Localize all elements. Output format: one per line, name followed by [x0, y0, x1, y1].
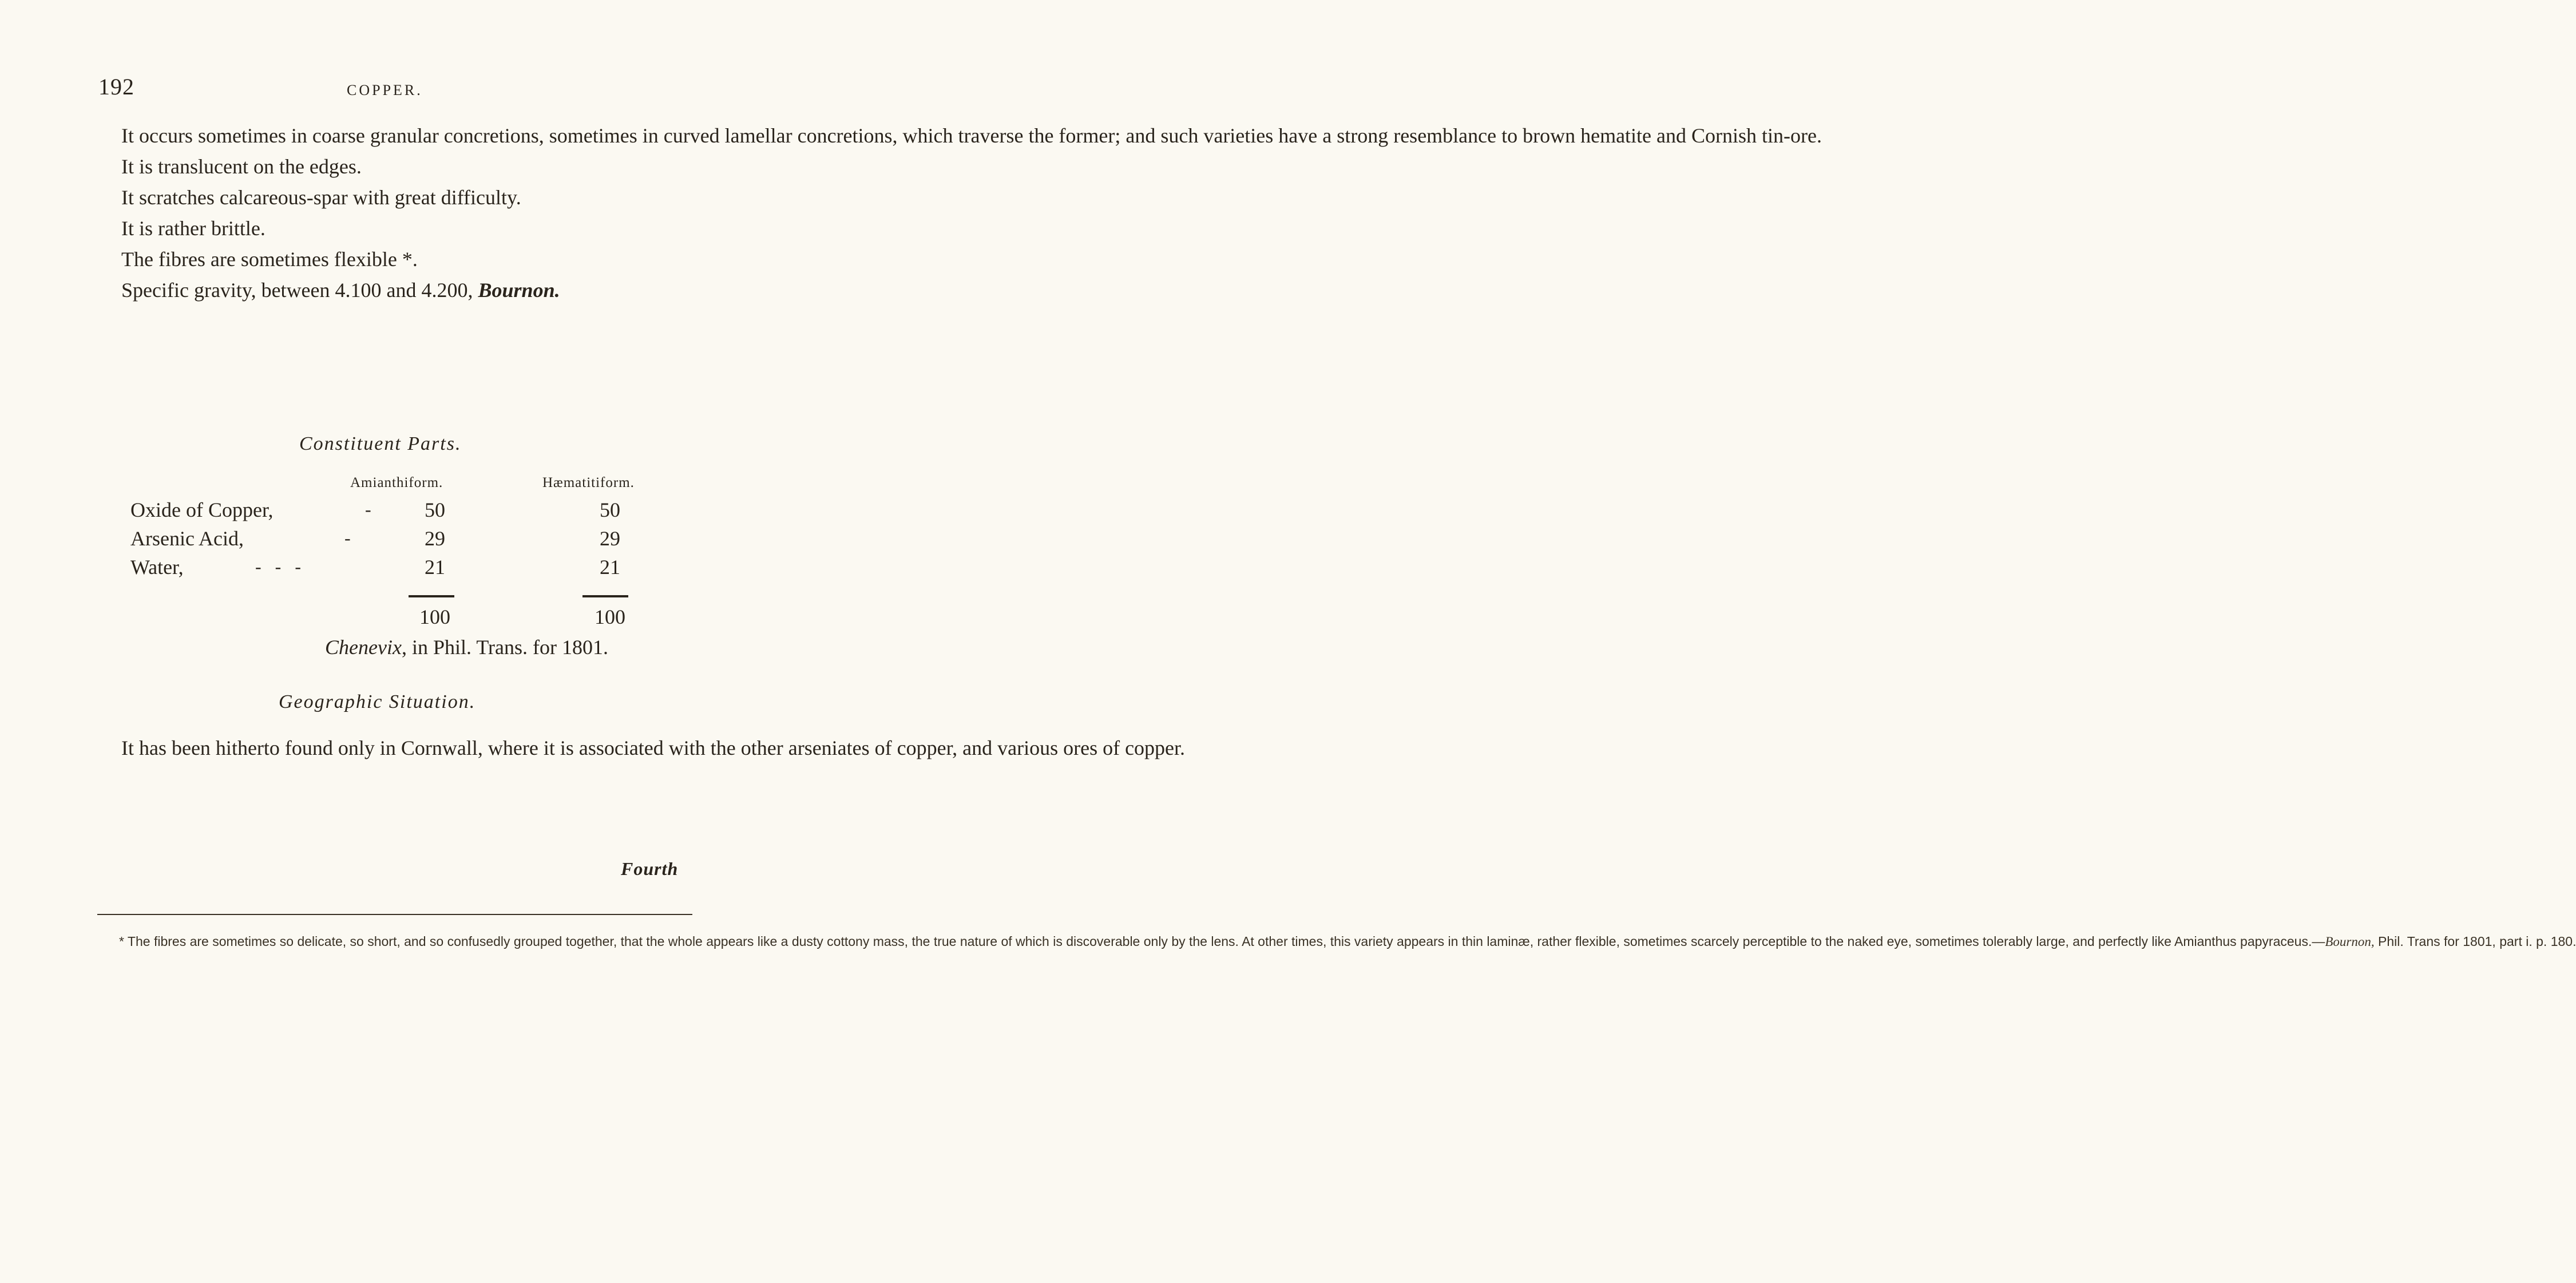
row-label-oxide: Oxide of Copper,: [130, 498, 274, 521]
total-amianthiform: 100: [419, 605, 450, 628]
sum-rule-amianthiform: [409, 595, 454, 597]
footnote-author: Bournon,: [2325, 934, 2375, 949]
column-head-haematitiform: Hæmatitiform.: [542, 475, 635, 490]
line-scratches: It scratches calcareous-spar with great difficulty.: [121, 186, 521, 209]
value-oxide-haematitiform: 50: [600, 498, 620, 521]
analysis-source: [325, 635, 608, 659]
value-water-amianthiform: 21: [425, 556, 445, 579]
source-author: Chenevix: [325, 636, 402, 659]
specific-gravity-text: Specific gravity, between 4.100 and 4.200,: [121, 279, 473, 302]
footnote-text: * The fibres are sometimes so delicate, so short, and so confusedly grouped together, that the whole appears like a dusty cottony mass, the true nature of which is discoverable only by the lens. At other times, this variety appears in thin laminæ, rather flexible, sometimes scarcely perceptible to the naked eye, sometimes tolerably large, and perfectly like Amianthus papyraceus.—: [119, 934, 2325, 949]
constituent-parts-heading: Constituent Parts.: [299, 433, 462, 454]
footnote-citation: Phil. Trans for 1801, part i. p. 180.: [2374, 934, 2576, 949]
column-head-amianthiform: Amianthiform.: [350, 475, 443, 490]
line-flexible: The fibres are sometimes flexible *.: [121, 248, 418, 271]
footnote-paragraph: [96, 931, 2576, 952]
row-dash-arsenic: -: [344, 528, 351, 548]
catchword: Fourth: [621, 858, 679, 879]
line-brittle: It is rather brittle.: [121, 217, 265, 240]
value-arsenic-amianthiform: 29: [425, 527, 445, 550]
main-text: [96, 120, 1822, 306]
footnote: [96, 931, 2576, 952]
value-oxide-amianthiform: 50: [425, 498, 445, 521]
paragraph-concretions: It occurs sometimes in coarse granular concretions, sometimes in curved lamellar concretions, which traverse the former; and such varieties have a strong resemblance to brown hematite and Cornish tin-ore.: [121, 124, 1822, 147]
specific-gravity-author: Bournon.: [478, 279, 560, 302]
row-dash-oxide: -: [365, 499, 371, 520]
running-title: COPPER.: [347, 82, 423, 98]
row-label-arsenic: Arsenic Acid,: [130, 527, 244, 550]
geographic-situation-heading: Geographic Situation.: [279, 691, 476, 712]
footnote-rule: [97, 914, 692, 915]
row-label-water: Water,: [130, 556, 184, 579]
line-specific-gravity: [96, 275, 691, 306]
page-number: 192: [98, 74, 134, 100]
row-dash-water: - - -: [255, 556, 301, 577]
value-arsenic-haematitiform: 29: [600, 527, 620, 550]
value-water-haematitiform: 21: [600, 556, 620, 579]
line-translucent: It is translucent on the edges.: [121, 155, 362, 178]
total-haematitiform: 100: [595, 605, 625, 628]
sum-rule-haematitiform: [582, 595, 628, 597]
source-citation: , in Phil. Trans. for 1801.: [401, 636, 608, 659]
paragraph-geography: It has been hitherto found only in Cornwall, where it is associated with the other arseniates of copper, and various ores of copper.: [121, 736, 1186, 759]
geography-text-block: [96, 732, 1186, 763]
